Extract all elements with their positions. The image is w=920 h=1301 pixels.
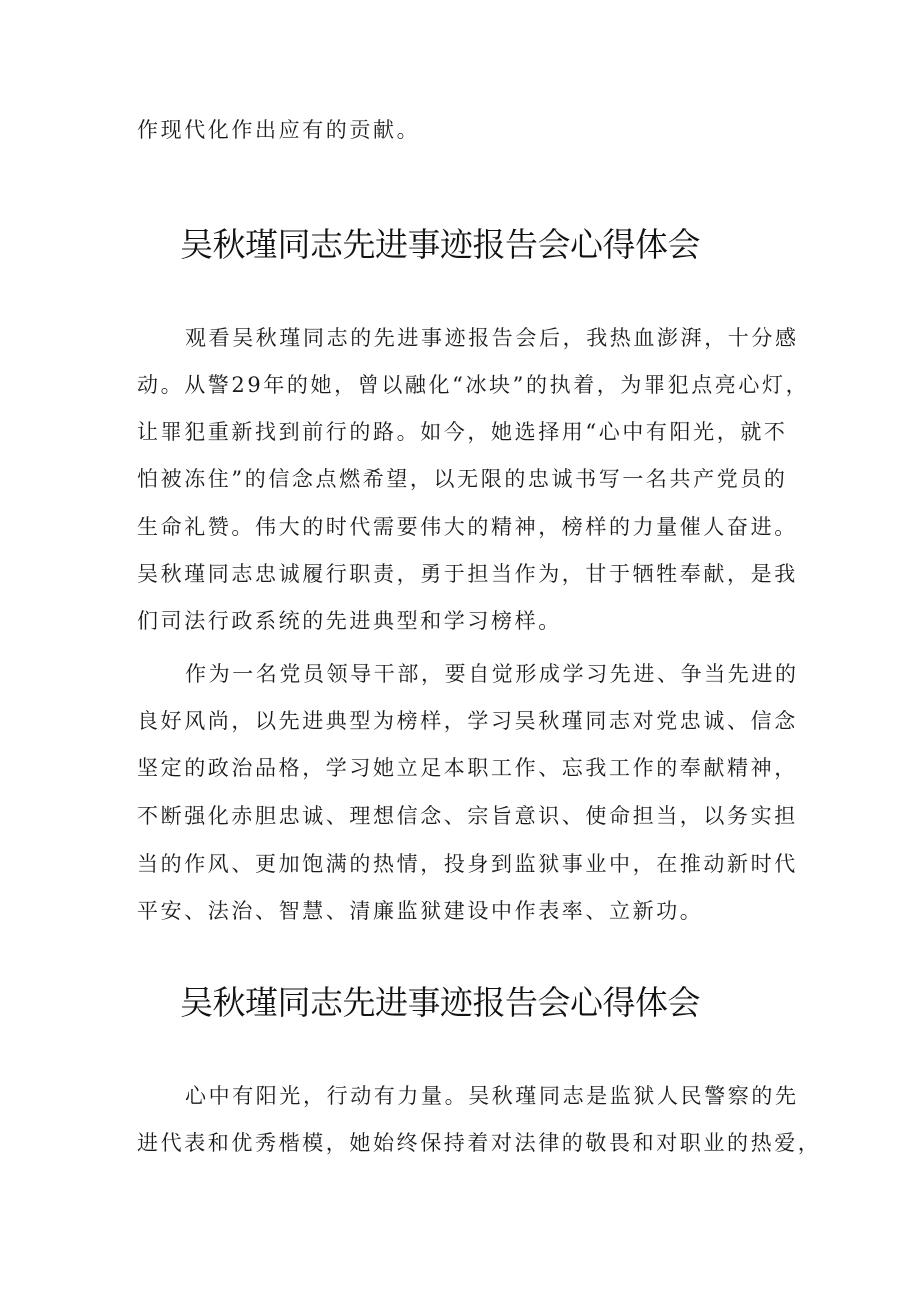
text-line: 让罪犯重新找到前行的路。如今，她选择用“心中有阳光，就不 [137,420,788,444]
text-line: 怕被冻住”的信念点燃希望，以无限的忠诚书写一名共产党员的 [137,467,788,491]
text-line: 动。从警29年的她，曾以融化“冰块”的执着，为罪犯点亮心灯， [137,373,810,397]
text-line: 平安、法治、智慧、清廉监狱建设中作表率、立新功。 [137,899,704,923]
text-line: 良好风尚，以先进典型为榜样，学习吴秋瑾同志对党忠诚、信念 [137,709,798,733]
text-line: 作为一名党员领导干部，要自觉形成学习先进、争当先进的 [185,662,799,686]
text-line: 心中有阳光，行动有力量。吴秋瑾同志是监狱人民警察的先 [185,1084,799,1108]
text-line: 进代表和优秀楷模，她始终保持着对法律的敬畏和对职业的热爱， [137,1131,822,1155]
text-line: 坚定的政治品格，学习她立足本职工作、忘我工作的奉献精神， [137,756,798,780]
text-line: 当的作风、更加饱满的热情，投身到监狱事业中，在推动新时代 [137,852,798,876]
section-heading: 吴秋瑾同志先进事迹报告会心得体会 [180,983,700,1022]
text-line: 观看吴秋瑾同志的先进事迹报告会后，我热血澎湃，十分感 [185,326,799,350]
text-line: 吴秋瑾同志忠诚履行职责，勇于担当作为，甘于牺牲奉献，是我 [137,562,798,586]
text-line: 不断强化赤胆忠诚、理想信念、宗旨意识、使命担当，以务实担 [137,804,798,828]
text-line: 作现代化作出应有的贡献。 [137,118,421,142]
section-heading: 吴秋瑾同志先进事迹报告会心得体会 [180,225,700,264]
text-line: 生命礼赞。伟大的时代需要伟大的精神，榜样的力量催人奋进。 [137,515,798,539]
text-line: 们司法行政系统的先进典型和学习榜样。 [137,609,562,633]
